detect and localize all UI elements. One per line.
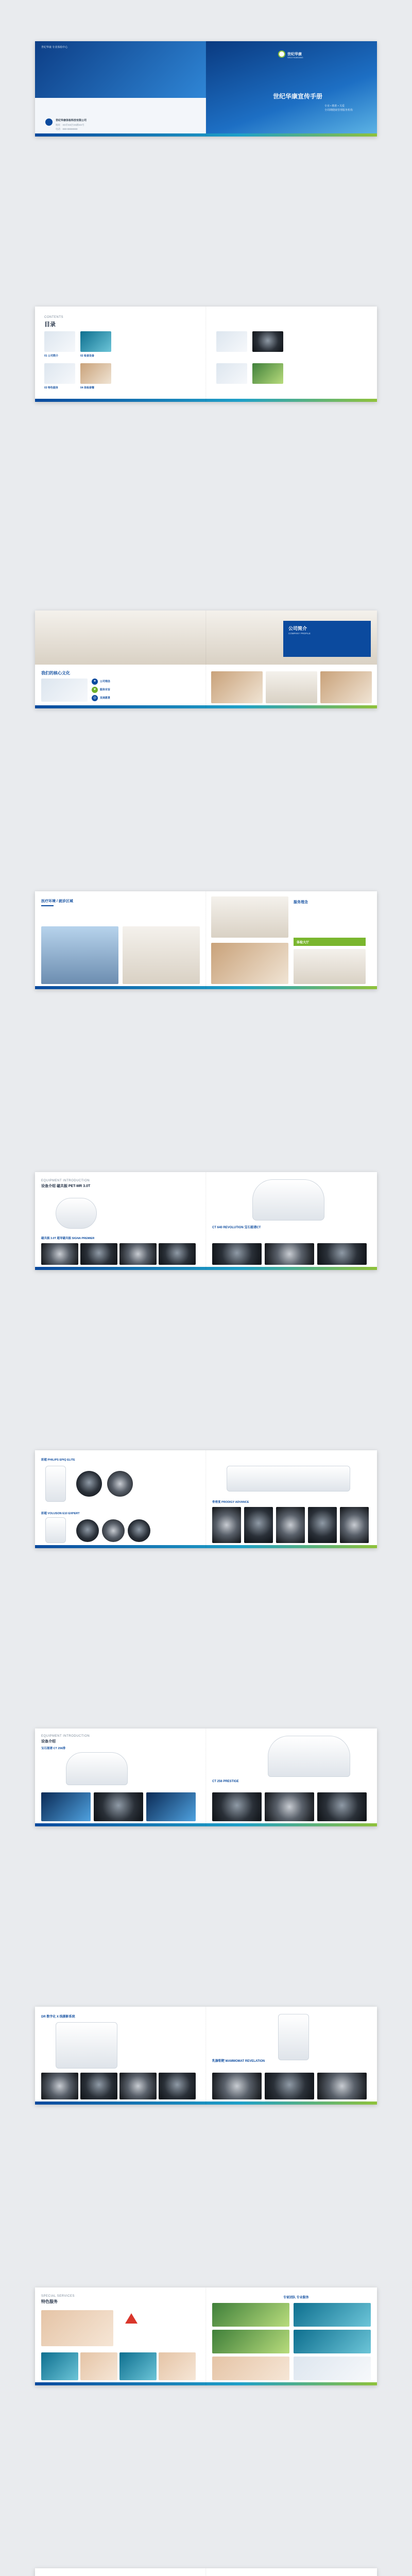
brand-name: 世纪华康 xyxy=(287,53,302,56)
toc-item-3[interactable] xyxy=(44,386,58,389)
idea-icon: ✦ xyxy=(92,679,98,685)
culture-photo xyxy=(41,679,88,702)
us-image-5 xyxy=(128,1519,150,1542)
scan-4 xyxy=(159,1243,196,1265)
scan-1 xyxy=(41,1243,78,1265)
culture-3: 发展愿景 xyxy=(100,697,111,700)
equip4-right xyxy=(206,2007,377,2105)
toc-item-2[interactable] xyxy=(80,354,94,358)
us-image-4 xyxy=(102,1519,125,1542)
us-image-3 xyxy=(76,1519,99,1542)
equip1-left xyxy=(35,1172,206,1270)
services1-en: SPECIAL SERVICES xyxy=(41,2295,75,2298)
scan-3 xyxy=(119,1243,157,1265)
mri-title: 磁共振 3.0T 超导磁共振 SIGNA PREMIER xyxy=(41,1237,95,1240)
service-img-a xyxy=(212,2303,289,2327)
ct-img-2 xyxy=(265,1792,314,1821)
target-icon: ◎ xyxy=(92,695,98,701)
building-photo xyxy=(41,926,118,984)
toc-photo-3 xyxy=(44,363,75,384)
env-page xyxy=(35,891,377,989)
ct256-machine xyxy=(66,1752,128,1785)
ct-img-3 xyxy=(317,1792,367,1821)
us-image-1 xyxy=(76,1471,102,1497)
ct-machine xyxy=(252,1179,324,1221)
equip4-footer-bar xyxy=(35,2102,377,2105)
equip3-t1: 设备介绍 xyxy=(41,1740,56,1743)
services1-left xyxy=(35,2287,206,2385)
intro-en: COMPANY PROFILE xyxy=(288,632,311,635)
brand-logo xyxy=(278,50,285,58)
env-title3: 体检大厅 xyxy=(297,941,310,944)
company-phone: 电话：000-00000000 xyxy=(56,128,78,130)
doctor-photo xyxy=(41,2310,113,2346)
cover-sub2: 全周期健康管理服务机构 xyxy=(324,109,353,112)
services1-right xyxy=(206,2287,377,2385)
equip3-t2: 宝石能谱 CT 256排 xyxy=(41,1747,66,1750)
equip4-t2: 乳腺钼靶 MAMMOMAT REVELATION xyxy=(212,2060,265,2063)
services2-right xyxy=(206,2568,377,2576)
pet-mr-machine xyxy=(56,1198,97,1229)
clinic-photo-3 xyxy=(320,671,372,703)
clinic-photo-1 xyxy=(211,671,263,703)
toc-page xyxy=(35,307,377,402)
culture-2: 服务宗旨 xyxy=(100,688,111,691)
cover-photo-left xyxy=(35,41,206,98)
toc-photo-4 xyxy=(80,363,111,384)
equip1-page xyxy=(35,1172,377,1270)
toc-left xyxy=(35,307,206,402)
toc-photo-2 xyxy=(80,331,111,352)
env-right xyxy=(206,891,377,989)
lobby-photo xyxy=(35,611,206,665)
equip3-right xyxy=(206,1728,377,1826)
ct-scan-3 xyxy=(317,1243,367,1265)
equip2-right xyxy=(206,1450,377,1548)
toc-item-label: 体检套餐 xyxy=(83,386,94,389)
ct-scan-2 xyxy=(265,1243,314,1265)
ct-3d-3 xyxy=(146,1792,196,1821)
ultrasound-machine xyxy=(45,1466,66,1502)
env-footer-bar xyxy=(35,986,377,989)
cover-right xyxy=(206,41,377,137)
intro-title: 公司简介 xyxy=(288,626,307,631)
env-title2: 服务理念 xyxy=(294,901,308,904)
env-title: 医疗环境 / 就诊区域 xyxy=(41,900,73,903)
mammo-2 xyxy=(265,2073,314,2099)
cover-sub1: 专业 • 精准 • 关爱 xyxy=(324,105,345,108)
xray-1 xyxy=(41,2073,78,2099)
toc-photo-6 xyxy=(252,331,283,352)
ct-img-1 xyxy=(212,1792,262,1821)
ct-3d-2 xyxy=(94,1792,143,1821)
services1-right-title: 专家团队 专业服务 xyxy=(283,2296,309,2299)
xray-2 xyxy=(80,2073,117,2099)
equip2-footer-bar xyxy=(35,1545,377,1548)
toc-en: CONTENTS xyxy=(44,316,63,319)
cover-title: 世纪华康宣传手册 xyxy=(273,93,323,100)
equip1-en: EQUIPMENT INTRODUCTION xyxy=(41,1179,90,1182)
toc-item-no: 01 xyxy=(44,354,47,358)
service-photo-1 xyxy=(41,2352,78,2380)
intro-right xyxy=(206,611,377,708)
services1-page xyxy=(35,2287,377,2385)
toc-right xyxy=(206,307,377,402)
env-rule xyxy=(41,905,54,906)
toc-item-no: 04 xyxy=(80,386,83,389)
service-img-e xyxy=(212,2357,289,2380)
ct-title: CT 640 REVOLUTION 宝石能谱CT xyxy=(212,1226,261,1229)
equip3-t3: CT 256 PRESTIGE xyxy=(212,1780,239,1783)
bone-scan-5 xyxy=(340,1507,369,1543)
company-address: 地址：XX市XX区XX路XX号 xyxy=(56,124,84,126)
equip2-page xyxy=(35,1450,377,1548)
warning-icon xyxy=(125,2313,138,2324)
equip3-footer-bar xyxy=(35,1823,377,1826)
bone-scan-1 xyxy=(212,1507,241,1543)
equip2-t3: 彩超 VOLUSON E10 EXPERT xyxy=(41,1512,80,1515)
services2-left xyxy=(35,2568,206,2576)
xray-3 xyxy=(119,2073,157,2099)
ultrasound-machine-2 xyxy=(45,1517,66,1543)
services1-title: 特色服务 xyxy=(41,2299,58,2304)
toc-title: 目录 xyxy=(44,321,56,328)
cover-top-line: 世纪华康 专业体检中心 xyxy=(41,46,68,49)
toc-item-1[interactable] xyxy=(44,354,58,358)
brand-logo-small xyxy=(45,118,53,126)
bone-scan-2 xyxy=(244,1507,273,1543)
toc-photo-8 xyxy=(252,363,283,384)
intro-footer-bar xyxy=(35,705,377,708)
intro-left xyxy=(35,611,206,708)
mammo-machine xyxy=(278,2014,309,2060)
services1-footer-bar xyxy=(35,2382,377,2385)
lounge-photo xyxy=(211,943,288,984)
equip1-title: 设备介绍 磁共振 PET-MR 3.0T xyxy=(41,1184,91,1188)
equip1-footer-bar xyxy=(35,1267,377,1270)
toc-item-label: 检查设备 xyxy=(83,354,94,358)
equip1-right xyxy=(206,1172,377,1270)
toc-item-no: 02 xyxy=(80,354,83,358)
bone-scan-4 xyxy=(308,1507,337,1543)
equip2-t1: 彩超 PHILIPS EPIQ ELITE xyxy=(41,1459,75,1462)
equip4-t1: DR 数字化 X 线摄影系统 xyxy=(41,2015,75,2019)
equip3-left xyxy=(35,1728,206,1826)
toc-photo-7 xyxy=(216,363,247,384)
heart-icon: ♥ xyxy=(92,687,98,693)
equip2-left xyxy=(35,1450,206,1548)
mammo-1 xyxy=(212,2073,262,2099)
mammo-3 xyxy=(317,2073,367,2099)
cover-page xyxy=(35,41,377,137)
corridor-photo xyxy=(211,896,288,938)
toc-item-4[interactable] xyxy=(80,386,94,389)
service-img-d xyxy=(294,2330,371,2353)
toc-item-label: 特色服务 xyxy=(47,386,58,389)
toc-footer-bar xyxy=(35,399,377,402)
toc-item-label: 公司简介 xyxy=(47,354,58,358)
xray-4 xyxy=(159,2073,196,2099)
service-img-c xyxy=(212,2330,289,2353)
service-img-b xyxy=(294,2303,371,2327)
equip4-page xyxy=(35,2007,377,2105)
equip4-left xyxy=(35,2007,206,2105)
bone-scan-3 xyxy=(276,1507,305,1543)
cover-footer-bar xyxy=(35,133,377,137)
scan-2 xyxy=(80,1243,117,1265)
service-photo-2 xyxy=(80,2352,117,2380)
ct-scan-1 xyxy=(212,1243,262,1265)
ct-prestige-machine xyxy=(268,1736,350,1777)
service-photo-3 xyxy=(119,2352,157,2380)
cover-left xyxy=(35,41,206,137)
brand-name-en: SHIJI HUAKANG xyxy=(287,56,303,59)
toc-photo-1 xyxy=(44,331,75,352)
equip3-page xyxy=(35,1728,377,1826)
toc-item-no: 03 xyxy=(44,386,47,389)
us-image-2 xyxy=(107,1471,133,1497)
intro-page xyxy=(35,611,377,708)
services2-page xyxy=(35,2568,377,2576)
bone-density-machine xyxy=(227,1466,350,1492)
equip3-en: EQUIPMENT INTRODUCTION xyxy=(41,1735,90,1738)
culture-title: 我们的核心文化 xyxy=(41,671,70,675)
toc-photo-5 xyxy=(216,331,247,352)
company-name: 世纪华康体检科技有限公司 xyxy=(56,119,87,122)
service-photo-4 xyxy=(159,2352,196,2380)
ct-3d-1 xyxy=(41,1792,91,1821)
equip2-t2: 骨密度 PRODIGY ADVANCE xyxy=(212,1501,249,1504)
dr-machine xyxy=(56,2022,117,2069)
hall-photo xyxy=(123,926,200,984)
clinic-photo-2 xyxy=(266,671,317,703)
env-left xyxy=(35,891,206,989)
service-img-f xyxy=(294,2357,371,2380)
room-photo xyxy=(294,949,366,984)
culture-1: 公司理念 xyxy=(100,680,111,683)
